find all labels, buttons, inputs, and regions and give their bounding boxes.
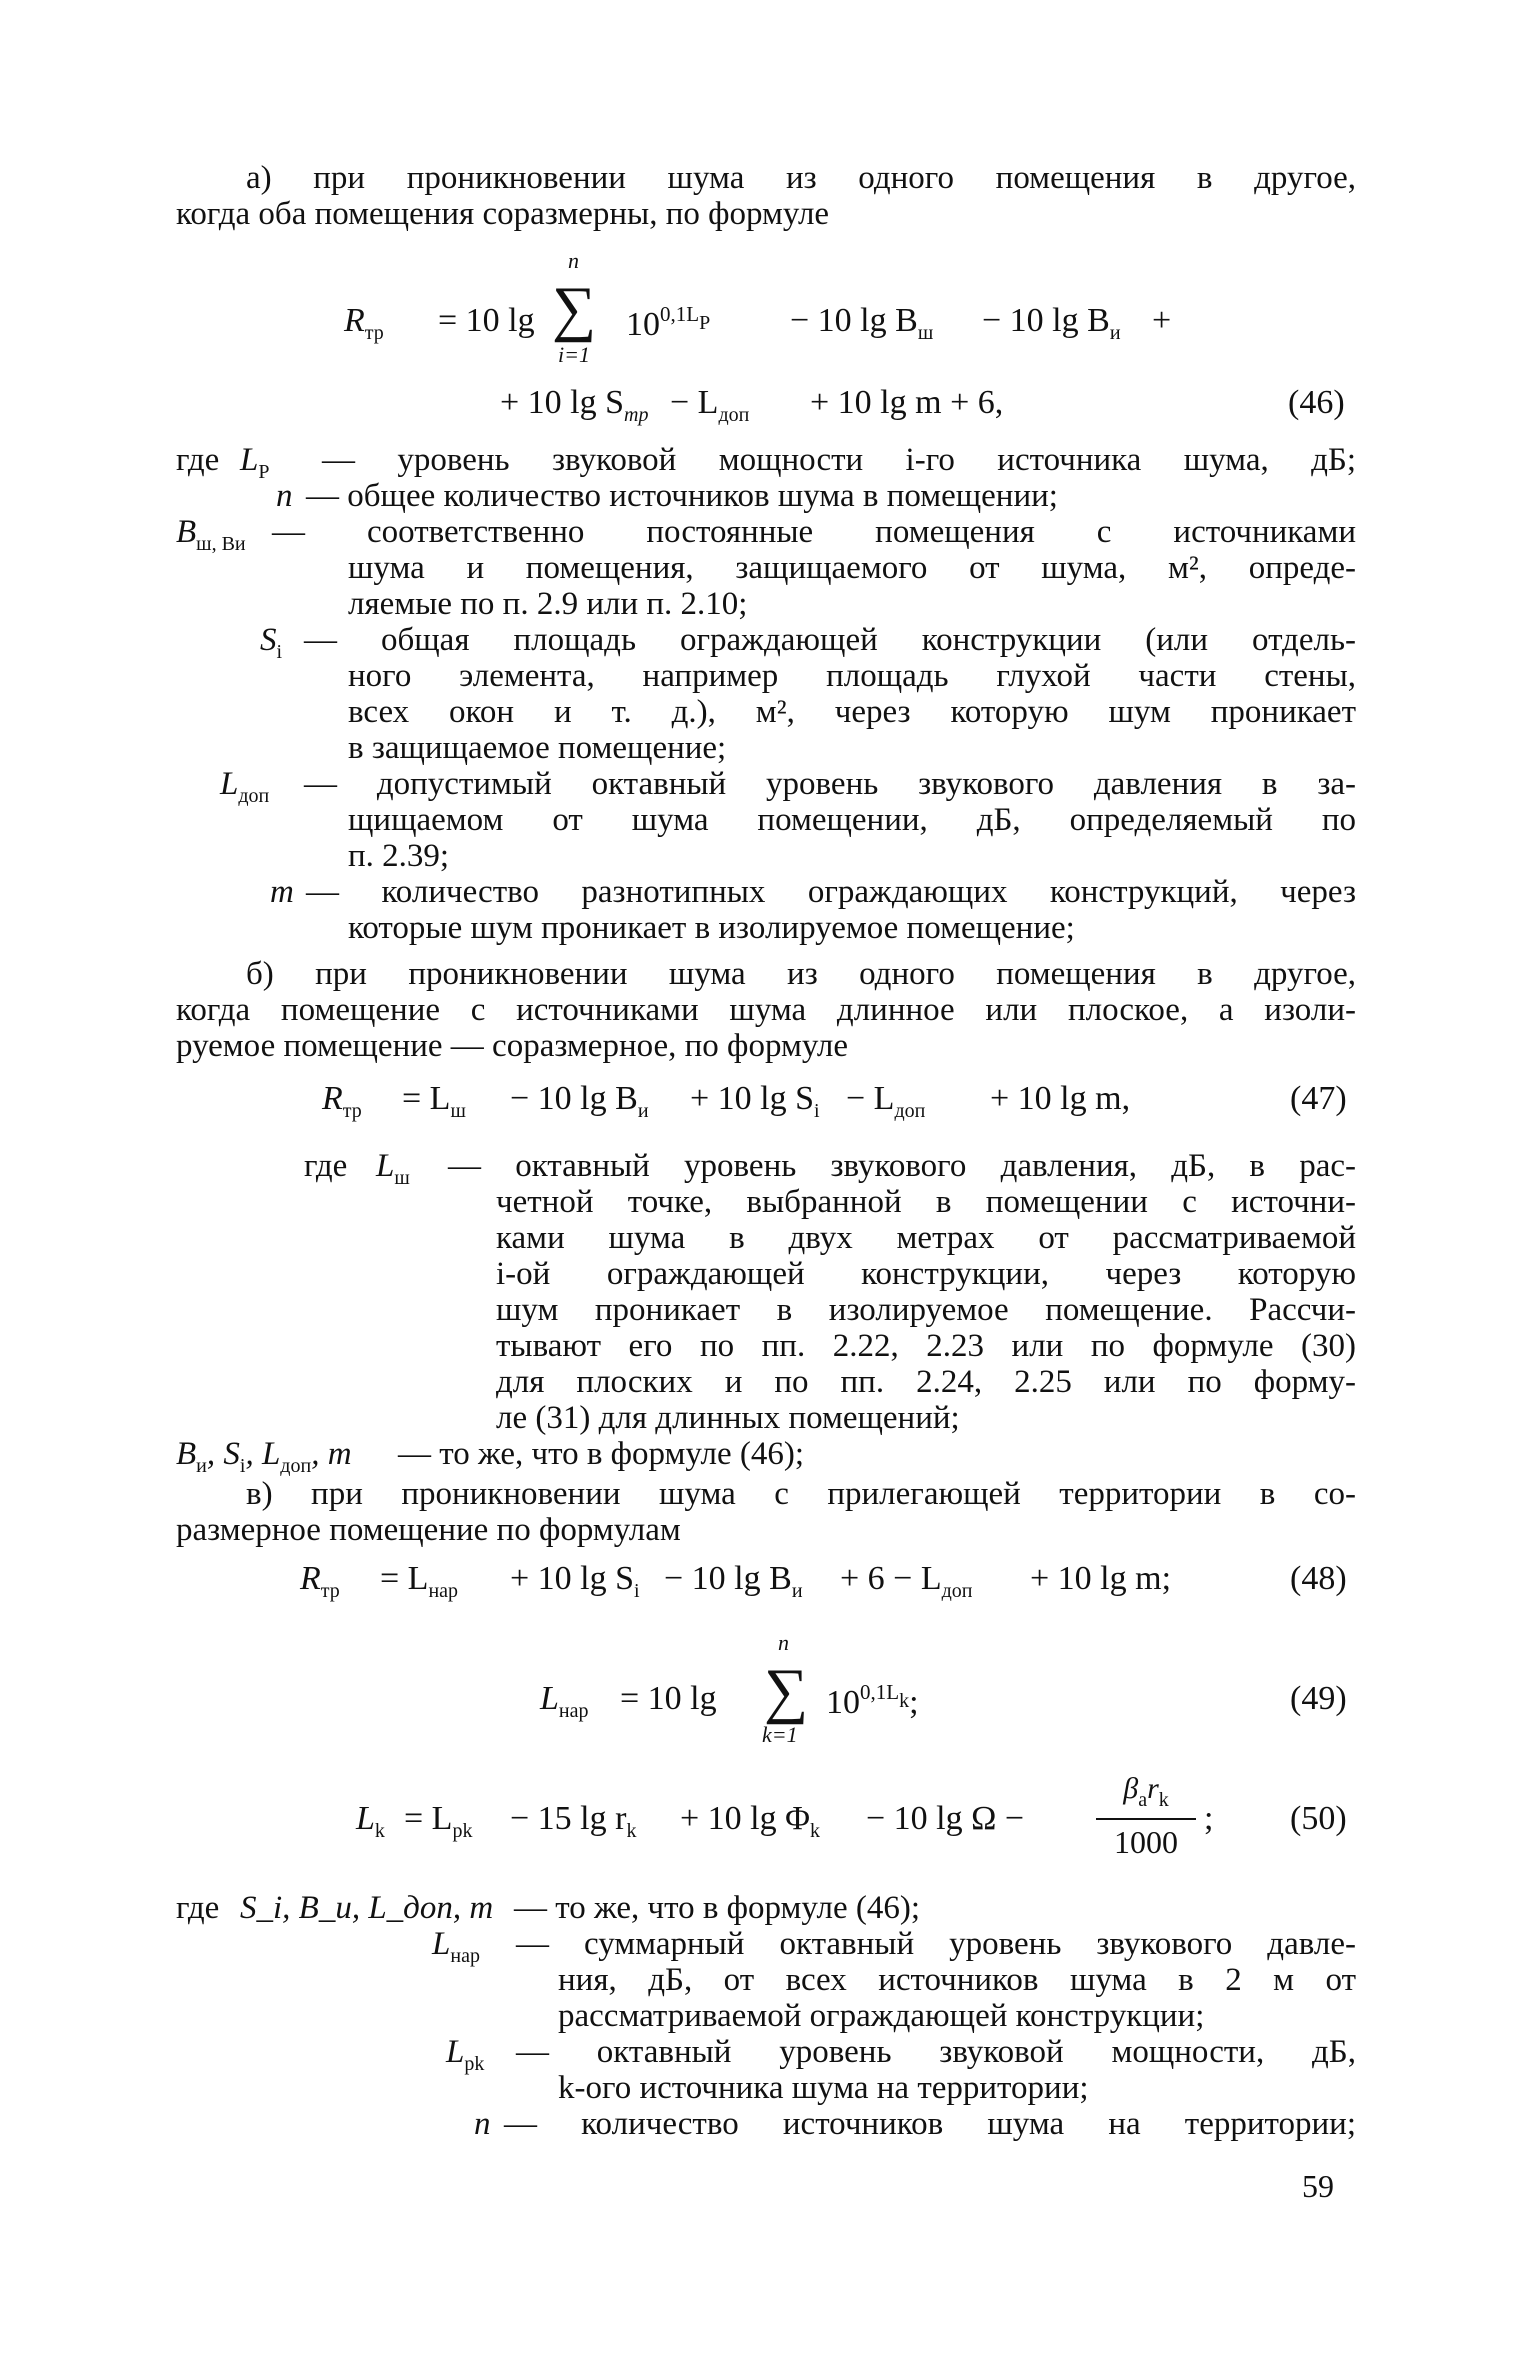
- def-lpk-sub: pk: [464, 2053, 485, 2075]
- paragraph-b: [176, 956, 1356, 1064]
- def-b: [176, 514, 1356, 622]
- def-b-line-1: — соответственно постоянные помещения с источниками: [272, 514, 1356, 550]
- formula-47-d-sub: i: [814, 1100, 820, 1122]
- formula-50-a-sub: p: [452, 1820, 463, 1842]
- formula-50-numerator-r: r: [1147, 1772, 1159, 1805]
- formula-46-line-2-b: − L: [670, 384, 719, 421]
- formula-50-number: (50): [1290, 1800, 1347, 1837]
- formula-50-b: − 15 lg r: [510, 1800, 627, 1837]
- definitions-47: [176, 1148, 1356, 1477]
- formula-46-power-base: 10: [626, 306, 660, 343]
- paragraph-a: [176, 160, 1356, 232]
- formula-50-a: = L: [404, 1800, 453, 1837]
- formula-46-line-2-sub: тр: [624, 404, 649, 426]
- def-lsh-line-8: ле (31) для длинных помещений;: [496, 1400, 960, 1436]
- formula-47-b-sub: ш: [450, 1100, 466, 1122]
- def-same-47: [176, 1436, 1356, 1477]
- def-s-symbol: S: [260, 622, 277, 658]
- formula-49-sum-top: n: [778, 1630, 789, 1655]
- paragraph-c-line-2: размерное помещение по формулам: [176, 1512, 681, 1548]
- formula-47-c-sub: и: [637, 1100, 649, 1122]
- def-lnar-line-3: рассматриваемой ограждающей конструкции;: [558, 1998, 1205, 2034]
- paragraph-c: [176, 1476, 1356, 1548]
- def-lnar-line-2: ния, дБ, от всех источников шума в 2 м от: [558, 1962, 1356, 1998]
- def-lp-text: — уровень звуковой мощности i-го источника шума, дБ;: [322, 442, 1356, 478]
- def-b-line-3: ляемые по п. 2.9 или п. 2.10;: [348, 586, 748, 622]
- formula-48-b3: − 10 lg B: [664, 1560, 792, 1597]
- formula-48-body-sub: нар: [428, 1580, 459, 1602]
- formula-50-numerator-sub-2: k: [1158, 1789, 1169, 1811]
- def-lp-symbol: L: [240, 442, 259, 478]
- formula-50-numerator-sub: a: [1138, 1789, 1148, 1811]
- formula-46-tail-1-sub: ш: [917, 322, 934, 344]
- def-50-symbols: S_i, B_и, L_доп, m: [240, 1890, 494, 1926]
- def-lnar: [176, 1926, 1356, 2034]
- formula-46-tail-1: − 10 lg B: [790, 302, 918, 339]
- def-m-line-2: которые шум проникает в изолируемое помещение;: [348, 910, 1075, 946]
- formula-46-line-2-b-sub: доп: [718, 404, 750, 426]
- formula-50-c: + 10 lg Φ: [680, 1800, 810, 1837]
- formula-47-b: = L: [402, 1080, 451, 1117]
- def-lsh-sub: ш: [394, 1167, 410, 1189]
- def-lsh: [176, 1148, 1356, 1436]
- formula-49-power-base: 10: [826, 1684, 860, 1721]
- def-same-sub-1: и: [196, 1455, 207, 1477]
- def-ldop: [176, 766, 1356, 874]
- def-same-symbols-4: , m: [311, 1436, 352, 1472]
- def-b-line-2: шума и помещения, защищаемого от шума, м², опреде-: [348, 550, 1356, 586]
- formula-46-eq: = 10 lg: [438, 302, 535, 339]
- definitions-46: [176, 442, 1356, 946]
- def-lp: [176, 442, 1356, 483]
- paragraph-a-line-2: когда оба помещения соразмерны, по формуле: [176, 196, 830, 232]
- def-50-same-text: — то же, что в формуле (46);: [514, 1890, 920, 1926]
- formula-48-b5: + 10 lg m;: [1030, 1560, 1172, 1597]
- formula-49-end: ;: [909, 1684, 919, 1721]
- formula-46-lhs: R: [344, 302, 365, 339]
- formula-46-line-2-c: + 10 lg m + 6,: [810, 384, 1004, 421]
- def-n-text: — общее количество источников шума в помещении;: [306, 478, 1058, 514]
- def-s: [176, 622, 1356, 766]
- formula-47-e-sub: доп: [894, 1100, 926, 1122]
- formula-46-sum-top: n: [568, 248, 579, 273]
- def-ldop-symbol: L: [220, 766, 239, 802]
- formula-48-b2: + 10 lg S: [510, 1560, 635, 1597]
- formula-50-a-sub-2: k: [462, 1820, 473, 1842]
- formula-49-sum-bottom: k=1: [762, 1722, 798, 1747]
- def-lpk-line-2: k-ого источника шума на территории;: [558, 2070, 1089, 2106]
- paragraph-b-line-2: когда помещение с источниками шума длинное или плоское, а изоли-: [176, 992, 1356, 1028]
- def-n-symbol: n: [276, 478, 293, 514]
- def-lp-sub: P: [258, 461, 270, 483]
- formula-46-sum-bottom: i=1: [558, 342, 590, 367]
- def-same-symbols-3: , L: [245, 1436, 281, 1472]
- def-lnar-line-1: — суммарный октавный уровень звукового давле-: [516, 1926, 1356, 1962]
- formula-48-number: (48): [1290, 1560, 1347, 1597]
- def-b-symbol: B: [176, 514, 197, 550]
- formula-47-c: − 10 lg B: [510, 1080, 638, 1117]
- def-lnar-sub: нар: [450, 1945, 480, 1967]
- def-lp-lead: где: [176, 442, 220, 478]
- formula-46-power-exp: 0,1L: [660, 302, 700, 326]
- def-same-text: — то же, что в формуле (46);: [398, 1436, 804, 1472]
- formula-50-lhs-sub: k: [374, 1820, 385, 1842]
- paragraph-b-line-1: б) при проникновении шума из одного помещения в другое,: [246, 956, 1356, 992]
- formula-48-body: = L: [380, 1560, 429, 1597]
- formula-50-lhs: L: [356, 1800, 375, 1837]
- fraction-bar: [1096, 1818, 1196, 1820]
- formula-50-denominator: 1000: [1114, 1824, 1178, 1860]
- def-b-sub: ш, B: [196, 533, 235, 555]
- formula-50-c-sub: k: [809, 1820, 820, 1842]
- formula-48-lhs-sub: тр: [320, 1580, 340, 1602]
- def-lpk: [176, 2034, 1356, 2106]
- def-m-symbol: m: [270, 874, 294, 910]
- formula-48-b2-sub: i: [634, 1580, 640, 1602]
- def-same-symbols: B: [176, 1436, 197, 1472]
- formula-46-line-2: + 10 lg S: [500, 384, 625, 421]
- def-n-50-text: — количество источников шума на территории;: [504, 2106, 1356, 2142]
- def-lsh-line-2: четной точке, выбранной в помещении с источни-: [496, 1184, 1356, 1220]
- def-s-line-4: в защищаемое помещение;: [348, 730, 727, 766]
- def-ldop-line-1: — допустимый октавный уровень звукового давления в за-: [304, 766, 1356, 802]
- formula-49-power-exp: 0,1L: [860, 1680, 900, 1704]
- def-same-sub-2: i: [239, 1455, 246, 1477]
- def-ldop-line-2: щищаемом от шума помещении, дБ, определяемый по: [348, 802, 1356, 838]
- def-lpk-line-1: — октавный уровень звуковой мощности, дБ,: [516, 2034, 1356, 2070]
- def-same-symbols-2: , S: [206, 1436, 240, 1472]
- formula-46-tail-3: +: [1152, 302, 1172, 339]
- def-lsh-lead: где: [304, 1148, 348, 1184]
- formula-46-power-exp-sub: P: [699, 312, 711, 334]
- formula-46-tail-2-sub: и: [1109, 322, 1121, 344]
- formula-47-e: − L: [846, 1080, 895, 1117]
- formula-49-lhs: L: [540, 1680, 559, 1717]
- formula-49-number: (49): [1290, 1680, 1347, 1717]
- def-same-sub-3: доп: [280, 1455, 312, 1477]
- def-lsh-line-7: для плоских и по пп. 2.24, 2.25 или по форму-: [496, 1364, 1356, 1400]
- formula-48-b4-sub: доп: [941, 1580, 973, 1602]
- def-lnar-symbol: L: [432, 1926, 451, 1962]
- def-lsh-line-6: тывают его по пп. 2.22, 2.23 или по формуле (30): [496, 1328, 1356, 1364]
- formula-47-d: + 10 lg S: [690, 1080, 815, 1117]
- def-s-line-2: ного элемента, например площадь глухой части стены,: [348, 658, 1356, 694]
- def-lsh-symbol: L: [376, 1148, 395, 1184]
- formula-47-number: (47): [1290, 1080, 1347, 1117]
- def-lsh-line-4: i-ой ограждающей конструкции, через которую: [496, 1256, 1356, 1292]
- paragraph-c-line-1: в) при проникновении шума с прилегающей территории в со-: [246, 1476, 1356, 1512]
- summation-icon: ∑: [764, 1657, 809, 1725]
- formula-46-tail-2: − 10 lg B: [982, 302, 1110, 339]
- def-n: [176, 478, 1356, 514]
- formula-48-b3-sub: и: [791, 1580, 803, 1602]
- def-s-sub: i: [276, 641, 283, 663]
- formula-47-f: + 10 lg m,: [990, 1080, 1131, 1117]
- formula-46-number: (46): [1288, 384, 1345, 421]
- def-m-line-1: — количество разнотипных ограждающих конструкций, через: [306, 874, 1356, 910]
- def-b-sub-2: и: [234, 533, 246, 555]
- def-n-50: [176, 2106, 1356, 2142]
- def-lsh-line-5: шум проникает в изолируемое помещение. Рассчи-: [496, 1292, 1356, 1328]
- formula-48-lhs: R: [300, 1560, 321, 1597]
- paragraph-b-line-3: руемое помещение — соразмерное, по формуле: [176, 1028, 848, 1064]
- formula-49-eq: = 10 lg: [620, 1680, 717, 1717]
- def-ldop-sub: доп: [238, 785, 270, 807]
- paragraph-a-line-1: а) при проникновении шума из одного помещения в другое,: [246, 160, 1356, 196]
- def-ldop-line-3: п. 2.39;: [348, 838, 450, 874]
- formula-49-lhs-sub: нар: [558, 1700, 589, 1722]
- summation-icon: ∑: [552, 275, 597, 343]
- def-same-50: [176, 1890, 1356, 1926]
- def-n-50-symbol: n: [474, 2106, 491, 2142]
- formula-50-end: ;: [1204, 1800, 1214, 1837]
- formula-50-b-sub: k: [626, 1820, 637, 1842]
- def-50-lead: где: [176, 1890, 220, 1926]
- def-m: [176, 874, 1356, 946]
- formula-48-b4: + 6 − L: [840, 1560, 942, 1597]
- def-s-line-1: — общая площадь ограждающей конструкции (или отдель-: [304, 622, 1356, 658]
- formula-46-lhs-sub: тр: [364, 322, 384, 344]
- formula-50-numerator: β: [1123, 1772, 1139, 1805]
- def-lsh-line-3: ками шума в двух метрах от рассматриваемой: [496, 1220, 1356, 1256]
- definitions-50: [176, 1890, 1356, 2142]
- formula-49-power-exp-sub: k: [899, 1690, 910, 1712]
- def-lsh-line-1: — октавный уровень звукового давления, дБ, в рас-: [448, 1148, 1356, 1184]
- def-s-line-3: всех окон и т. д.), м², через которую шум проникает: [348, 694, 1356, 730]
- formula-47-lhs: R: [322, 1080, 343, 1117]
- page-number: 59: [1302, 2168, 1334, 2204]
- def-lpk-symbol: L: [446, 2034, 465, 2070]
- formula-47-lhs-sub: тр: [342, 1100, 362, 1122]
- formula-50-d: − 10 lg Ω −: [866, 1800, 1025, 1837]
